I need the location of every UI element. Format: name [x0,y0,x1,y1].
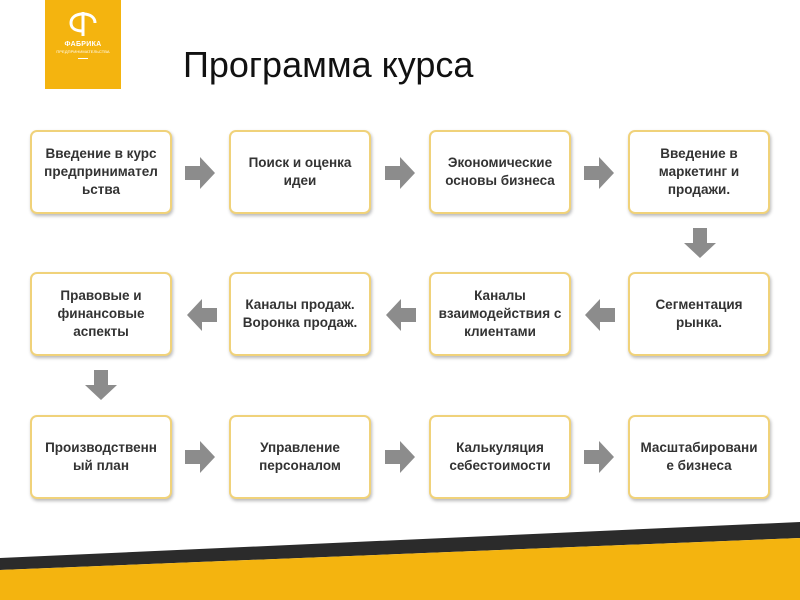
step-cost-calculation: Калькуляция себестоимости [429,415,571,499]
step-staff-management: Управление персоналом [229,415,371,499]
step-segmentation: Сегментация рынка. [628,272,770,356]
step-production-plan: Производственн ый план [30,415,172,499]
logo-name: ФАБРИКА [64,41,102,48]
step-sales-funnel: Каналы продаж. Воронка продаж. [229,272,371,356]
step-marketing-intro: Введение в маркетинг и продажи. [628,130,770,214]
page-title: Программа курса [183,44,474,85]
step-economic-basics: Экономические основы бизнеса [429,130,571,214]
logo-subtitle: ПРЕДПРИНИМАТЕЛЬСТВА [56,49,110,54]
step-business-scaling: Масштабировани е бизнеса [628,415,770,499]
step-intro-entrepreneurship: Введение в курс предпринимател ьства [30,130,172,214]
step-idea-search: Поиск и оценка идеи [229,130,371,214]
step-customer-channels: Каналы взаимодействия с клиентами [429,272,571,356]
step-legal-finance: Правовые и финансовые аспекты [30,272,172,356]
